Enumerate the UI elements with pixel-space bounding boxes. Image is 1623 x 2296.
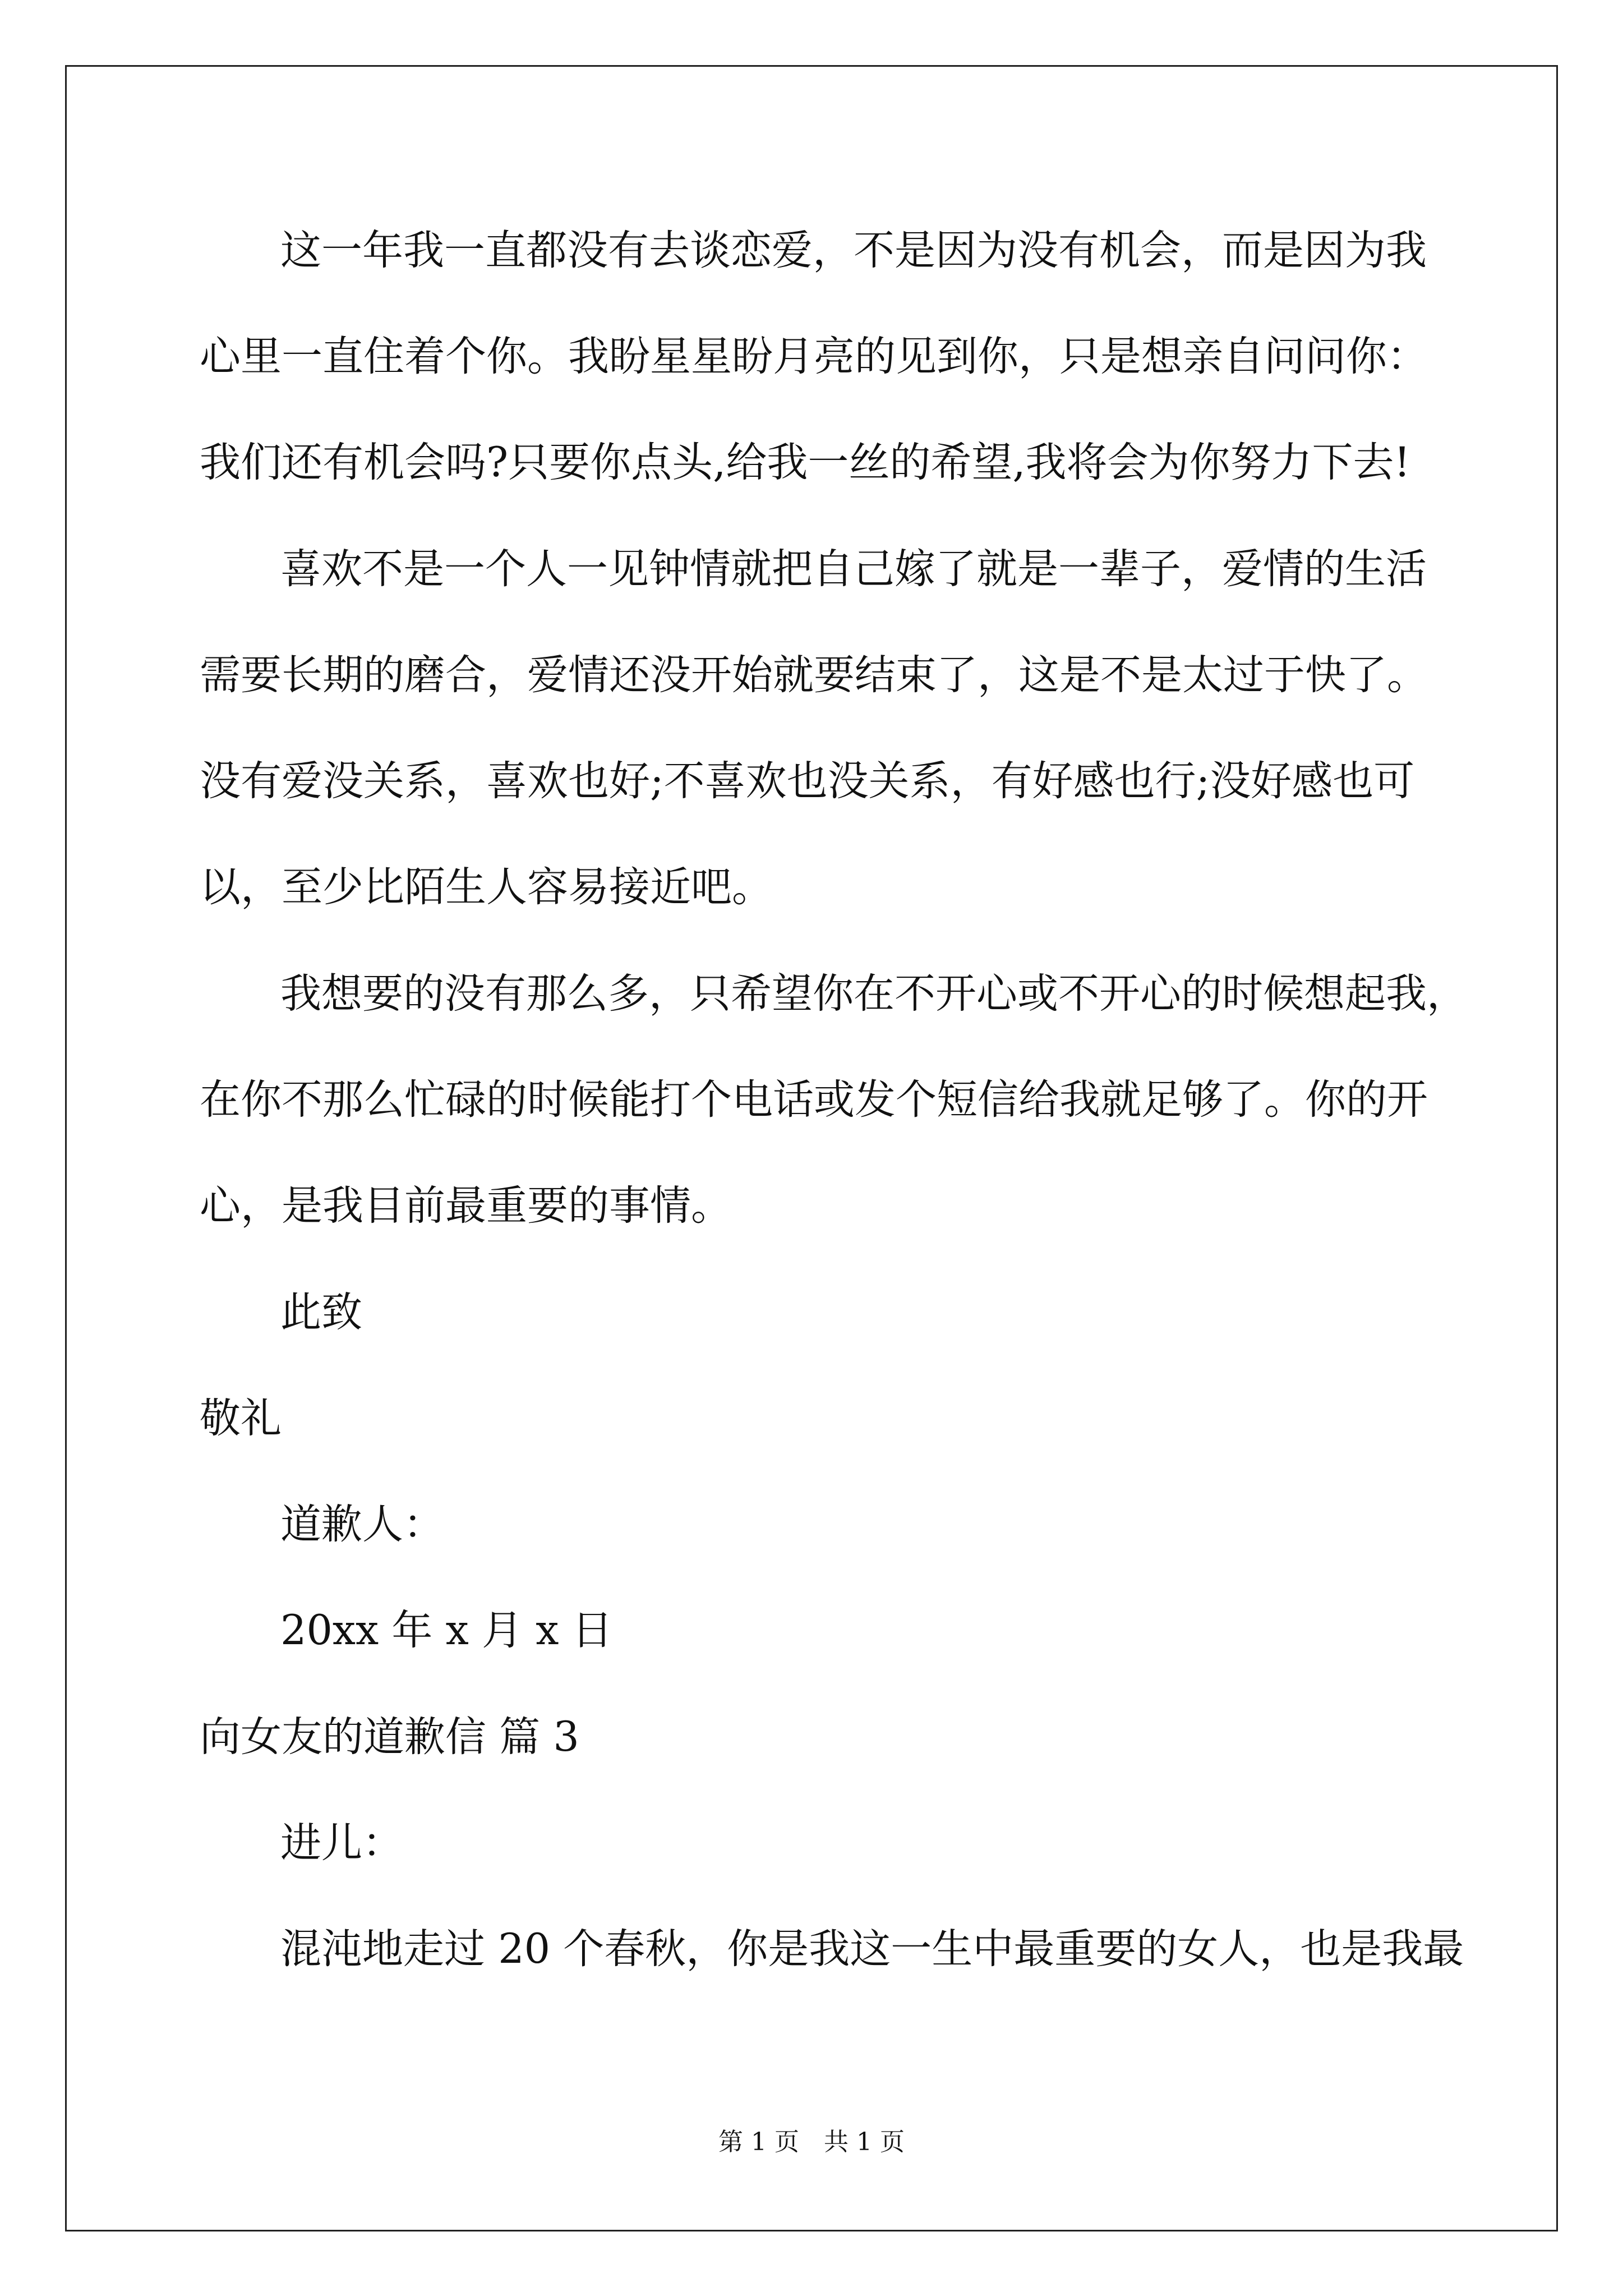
paragraph-line: 我们还有机会吗?只要你点头,给我一丝的希望,我将会为你努力下去!: [200, 439, 1410, 486]
greeting: 进儿：: [280, 1819, 403, 1867]
paragraph-line: 这一年我一直都没有去谈恋爱，不是因为没有机会，而是因为我: [280, 227, 1427, 274]
paragraph-line: 没有爱没关系，喜欢也好;不喜欢也没关系，有好感也行;没好感也可: [200, 757, 1415, 805]
paragraph-line: 混沌地走过 20 个春秋，你是我这一生中最重要的女人，也是我最: [280, 1925, 1464, 1973]
date-line: 20xx 年 x 月 x 日: [280, 1607, 613, 1654]
closing-salutation: 此致: [280, 1289, 362, 1336]
paragraph-line: 心，是我目前最重要的事情。: [200, 1182, 732, 1230]
closing-respect: 敬礼: [200, 1395, 282, 1442]
paragraph-line: 我想要的没有那么多，只希望你在不开心或不开心的时候想起我，: [280, 970, 1468, 1018]
paragraph-line: 心里一直住着个你。我盼星星盼月亮的见到你，只是想亲自问问你：: [200, 333, 1428, 380]
paragraph-line: 需要长期的磨合，爱情还没开始就要结束了，这是不是太过于快了。: [200, 651, 1428, 699]
section-title: 向女友的道歉信 篇 3: [200, 1713, 579, 1761]
signature-label: 道歉人：: [280, 1501, 444, 1548]
paragraph-line: 喜欢不是一个人一见钟情就把自己嫁了就是一辈子，爱情的生活: [280, 545, 1427, 593]
page-border: [65, 65, 1558, 2231]
paragraph-line: 以，至少比陌生人容易接近吧。: [200, 863, 773, 911]
page-footer: 第 1 页 共 1 页: [718, 2128, 905, 2156]
paragraph-line: 在你不那么忙碌的时候能打个电话或发个短信给我就足够了。你的开: [200, 1076, 1428, 1124]
